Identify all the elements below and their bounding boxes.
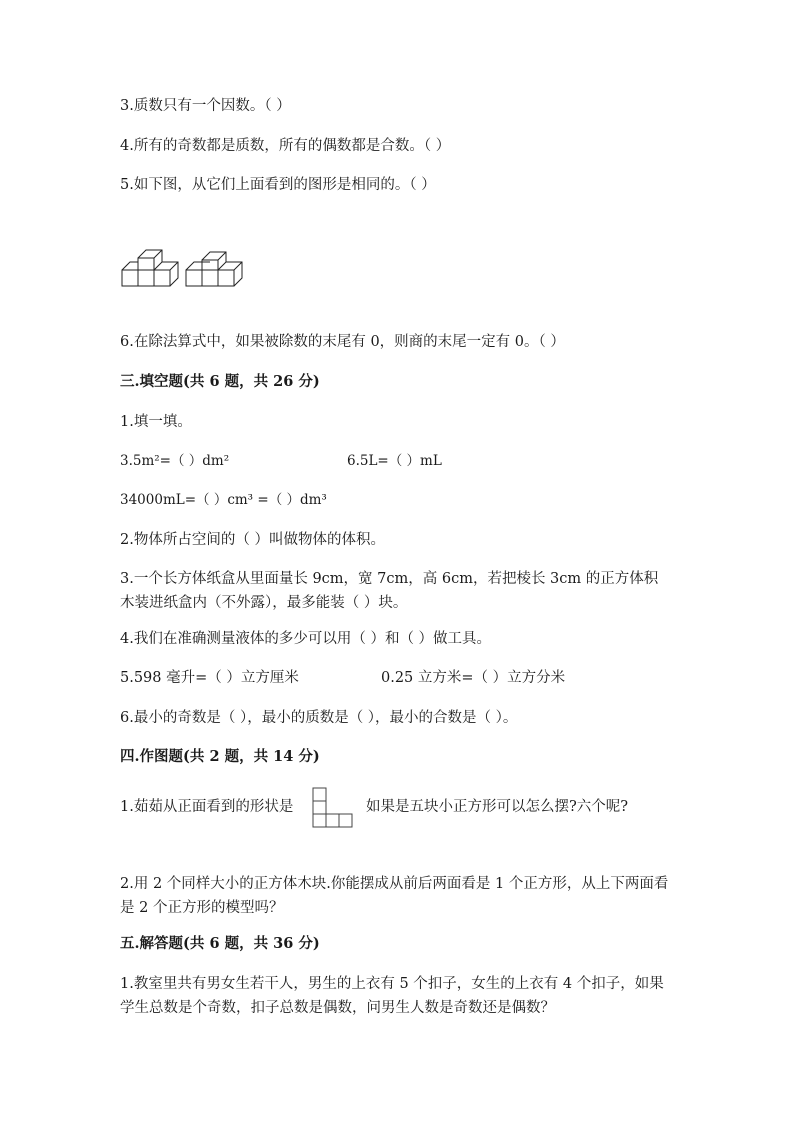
draw-section-title: 四.作图题(共 2 题，共 14 分) (120, 748, 320, 765)
fill-q2: 2.物体所占空间的（ ）叫做物体的体积。 (120, 532, 385, 548)
fill-q4: 4.我们在准确测量液体的多少可以用（ ）和（ ）做工具。 (120, 631, 492, 647)
solve-q1: 1.教室里共有男女生若干人，男生的上衣有 5 个扣子，女生的上衣有 4 个扣子，如果学生总数是个奇数，扣子总数是偶数，问男生人数是奇数还是偶数？ (120, 976, 664, 1016)
judge-q6: 6.在除法算式中，如果被除数的末尾有 0，则商的末尾一定有 0。（ ） (120, 334, 565, 350)
front-view-shape (312, 787, 356, 829)
fill-q5a: 5.598 毫升=（ ）立方厘米 (120, 670, 299, 686)
cube-figure-right (186, 252, 242, 286)
draw-q1-suffix: 如果是五块小正方形可以怎么摆?六个呢? (366, 799, 629, 815)
fill-section-title: 三.填空题(共 6 题，共 26 分) (120, 373, 320, 390)
fill-q1b: 6.5L=（ ）mL (347, 453, 442, 469)
fill-q5b: 0.25 立方米=（ ）立方分米 (381, 670, 566, 686)
fill-q6: 6.最小的奇数是（ ），最小的质数是（ ），最小的合数是（ ）。 (120, 710, 518, 726)
draw-q2: 2.用 2 个同样大小的正方体木块.你能摆成从前后两面看是 1 个正方形，从上下两面看是 2 个正方形的模型吗？ (120, 876, 669, 916)
judge-q4: 4.所有的奇数都是质数，所有的偶数都是合数。（ ） (120, 138, 451, 154)
judge-q3: 3.质数只有一个因数。（ ） (120, 98, 291, 114)
cube-figures (118, 248, 243, 292)
fill-q3: 3.一个长方体纸盒从里面量长 9cm，宽 7cm，高 6cm，若把棱长 3cm 的正方体积木装进纸盒内（不外露），最多能装（ ）块。 (120, 571, 659, 611)
judge-q5: 5.如下图，从它们上面看到的图形是相同的。（ ） (120, 177, 436, 193)
fill-q1: 1.填一填。 (120, 414, 192, 430)
cube-figure-left (122, 250, 178, 286)
fill-q1a: 3.5m²=（ ）dm² (120, 453, 230, 469)
draw-q1-prefix: 1.茹茹从正面看到的形状是 (120, 799, 294, 815)
fill-q1c: 34000mL=（ ）cm³ =（ ）dm³ (120, 492, 327, 508)
solve-section-title: 五.解答题(共 6 题，共 36 分) (120, 935, 320, 952)
